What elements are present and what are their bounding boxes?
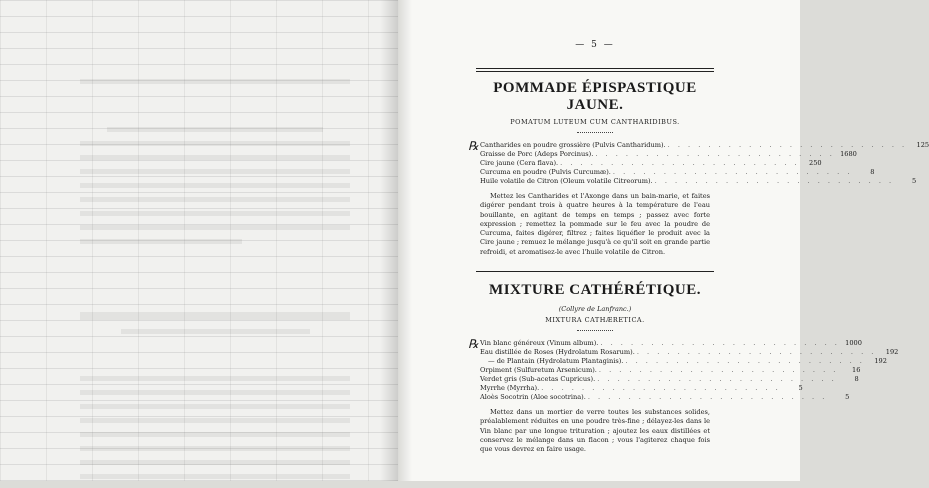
ingredient-row <box>480 168 875 177</box>
section1-instructions: Mettez les Cantharides et l'Axonge dans un bain-marie, et faites digérer pendant trois à quatre heures à la température de l'eau bouillante, en agitant de temps en temps ; passez avec forte expression ; remettez la pommade sur le feu avec la poudre de Curcuma, faites digérer, filtrez ; faites liquéfier le produit avec la Cire jaune ; remuez le mélange jusqu'à ce qu'il soit en grande partie refroidi, et aromatisez-le avec l'huile volatile de Citron. <box>480 192 710 256</box>
ingredient-row <box>480 150 857 159</box>
section2-latin-subtitle: MIXTURA CATHÆRETICA. <box>545 316 645 325</box>
leader-dots: . . . . . . . . . . . . . . . . . . . . . . . . <box>625 357 865 366</box>
leader-dots: . . . . . . . . . . . . . . . . . . . . . . . . <box>541 384 781 393</box>
leader-dots: . . . . . . . . . . . . . . . . . . . . . . . . <box>560 159 800 167</box>
leader-dots: . . . . . . . . . . . . . . . . . . . . . . . . <box>612 168 853 176</box>
ingredient-name: Verdet gris (Sub-acetas Cupricus). <box>480 375 596 384</box>
ingredient-quantity: 8 <box>870 168 875 176</box>
ingredient-quantity: 5 <box>798 384 803 393</box>
ingredient-quantity: 1680 <box>840 150 857 158</box>
ingredient-row <box>480 339 862 348</box>
ingredient-quantity: 192 <box>885 348 899 357</box>
section-separator-rule <box>476 271 714 272</box>
left-page-ledger <box>0 0 398 481</box>
page-content <box>468 40 929 455</box>
leader-dots: . . . . . . . . . . . . . . . . . . . . . . . . <box>600 339 840 348</box>
ingredient-quantity: 5 <box>911 177 917 185</box>
right-page <box>398 0 929 481</box>
ingredient-quantity: 192 <box>874 357 887 366</box>
ingredient-name: Curcuma en poudre (Pulvis Curcumæ). <box>480 168 611 176</box>
ingredient-name: Aloès Socotrin (Aloe socotrina). <box>480 393 586 402</box>
section2-title: MIXTURE CATHÉRÉTIQUE. <box>489 282 701 299</box>
section1-ingredient-list <box>468 139 929 186</box>
section2-alt-name: (Collyre de Lanfranc.) <box>558 305 632 314</box>
section1-title: POMMADE ÉPISPASTIQUE JAUNE. <box>493 80 697 113</box>
ingredient-row <box>480 393 850 402</box>
section2-ingredient-list <box>468 337 899 402</box>
recipe-rx-icon: ℞ <box>468 139 479 153</box>
leader-dots: . . . . . . . . . . . . . . . . . . . . . . . . <box>598 366 839 375</box>
leader-dots: . . . . . . . . . . . . . . . . . . . . . . . . <box>636 348 877 357</box>
ingredient-name: — de Plantain (Hydrolatum Plantaginis). <box>488 357 624 366</box>
section1-ornament-rule <box>577 132 613 133</box>
ingredient-row <box>480 375 859 384</box>
ingredient-name: Cire jaune (Cera flava). <box>480 159 559 167</box>
ingredient-row <box>480 384 803 393</box>
ingredient-row <box>480 141 929 150</box>
ingredient-quantity: 8 <box>854 375 859 384</box>
section1-latin-subtitle: POMATUM LUTEUM CUM CANTHARIDIBUS. <box>510 118 680 126</box>
ingredient-name: Orpiment (Sulfuretum Arsenicum). <box>480 366 597 375</box>
bleed-through-text <box>80 70 350 488</box>
ingredient-row <box>480 366 861 375</box>
leader-dots: . . . . . . . . . . . . . . . . . . . . . . . . <box>595 150 835 158</box>
ingredient-quantity: 250 <box>809 159 822 167</box>
ingredient-row <box>480 357 887 366</box>
leader-dots: . . . . . . . . . . . . . . . . . . . . . . . . <box>667 141 908 149</box>
ingredient-row <box>480 348 899 357</box>
leader-dots: . . . . . . . . . . . . . . . . . . . . . . . . <box>597 375 837 384</box>
ingredient-quantity: 16 <box>852 366 861 375</box>
leader-dots: . . . . . . . . . . . . . . . . . . . . . . . . <box>654 177 895 185</box>
section2-instructions: Mettez dans un mortier de verre toutes les substances solides, préalablement réduites en une poudre très-fine ; délayez-les dans le Vin blanc par une longue trituration ; ajoutez les eaux distillées et conservez le mélange dans un flacon ; vous l'agiterez chaque fois que vous devrez en faire usage. <box>480 408 710 454</box>
section2-ornament-rule <box>577 330 613 331</box>
ingredient-name: Myrrhe (Myrrha). <box>480 384 540 393</box>
ingredient-quantity: 1000 <box>845 339 862 348</box>
top-double-rule <box>476 68 714 72</box>
ingredient-quantity: 125 <box>916 141 929 149</box>
ingredient-name: Vin blanc généreux (Vinum album). <box>480 339 599 348</box>
page-number: — 5 — <box>575 40 615 50</box>
ingredient-name: Graisse de Porc (Adeps Porcinus). <box>480 150 594 158</box>
ingredient-name: Cantharides en poudre grossière (Pulvis Cantharidum). <box>480 141 666 149</box>
ingredient-name: Eau distillée de Roses (Hydrolatum Rosarum). <box>480 348 635 357</box>
recipe-rx-icon: ℞ <box>468 337 479 352</box>
ingredient-row <box>480 177 917 186</box>
ingredient-quantity: 5 <box>845 393 850 402</box>
leader-dots: . . . . . . . . . . . . . . . . . . . . . . . . <box>587 393 828 402</box>
ingredient-name: Huile volatile de Citron (Oleum volatile Citreorum). <box>480 177 653 185</box>
ingredient-row <box>480 159 822 168</box>
